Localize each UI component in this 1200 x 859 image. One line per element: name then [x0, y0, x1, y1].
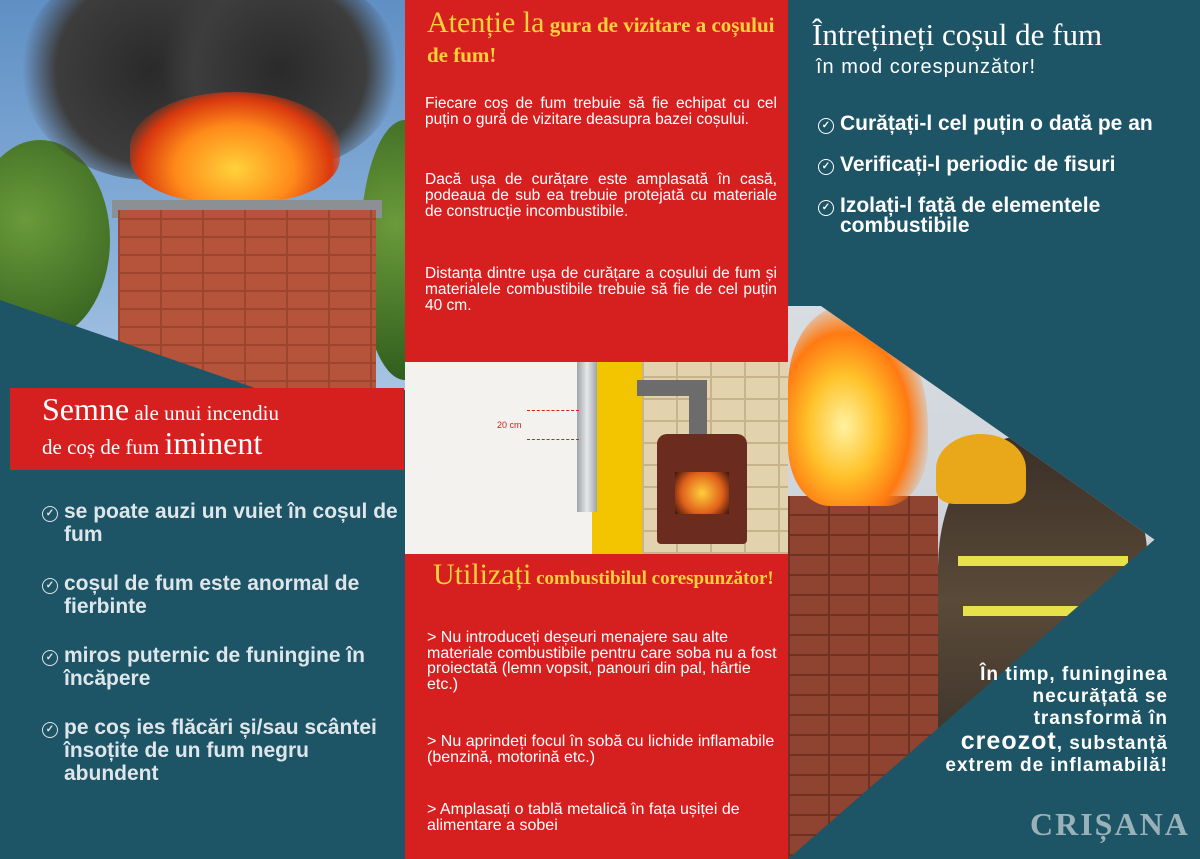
list-item	[818, 114, 1178, 134]
firefighter-helmet	[936, 434, 1026, 504]
check-icon: ✓	[818, 200, 834, 216]
list-item-text: miros puternic de funingine în încăpere	[64, 644, 366, 690]
chimney-flame-right	[788, 306, 928, 506]
fuel-rule: > Nu introduceți deșeuri menajere sau alte materiale combustibile pentru care soba nu a fost proiectată (lemn vopsit, panouri din pal, hârtie etc.)	[427, 629, 777, 693]
fuel-title-emph: Utilizați	[433, 558, 532, 591]
attention-title	[427, 8, 777, 70]
list-item	[42, 572, 402, 618]
list-item-text: pe coș ies flăcări și/sau scântei însoțite de un fum negru abundent	[64, 716, 377, 785]
flue-pipe	[577, 362, 597, 512]
list-item-text: se poate auzi un vuiet în coșul de fum	[64, 500, 398, 546]
chimney-section	[592, 362, 642, 554]
creosote-warning	[928, 664, 1168, 777]
check-icon: ✓	[42, 506, 58, 522]
list-item	[42, 500, 402, 546]
maintenance-subtitle: în mod corespunzător!	[816, 56, 1036, 78]
stove-diagram	[405, 362, 788, 554]
fuel-rule: > Amplasați o tablă metalică în fața ușiței de alimentare a sobei	[427, 801, 740, 834]
warning-text: În timp, funinginea necurățată se transformă în	[980, 664, 1168, 729]
check-icon: ✓	[42, 650, 58, 666]
check-icon: ✓	[42, 722, 58, 738]
list-item	[42, 716, 402, 785]
signs-title-rest: ale unui incendiu	[129, 401, 279, 425]
signs-list	[42, 500, 402, 811]
attention-title-rest: gura de vizitare a coșului de fum!	[427, 13, 775, 67]
attention-paragraph: Dacă ușa de curățare este amplasată în casă, podeaua de sub ea trebuie protejată cu materiale de construcție incombustibile.	[425, 171, 777, 220]
reflective-stripe	[958, 556, 1128, 566]
chimney-fire-flame	[130, 92, 340, 202]
maintenance-list	[818, 114, 1178, 257]
maintenance-title: Întrețineți coșul de fum	[812, 17, 1103, 52]
stove-pipe-vertical	[689, 380, 707, 436]
list-item	[818, 196, 1178, 236]
list-item-text: Verificați-l periodic de fisuri	[840, 153, 1116, 176]
fuel-rule: > Nu aprindeți focul în sobă cu lichide inflamabile (benzină, motorină etc.)	[427, 733, 775, 766]
signs-title	[42, 391, 402, 462]
check-icon: ✓	[818, 118, 834, 134]
dimension-label: 20 cm	[497, 420, 522, 430]
check-icon: ✓	[818, 159, 834, 175]
dimension-marker	[527, 410, 579, 440]
signs-title-line2: de coș de fum	[42, 435, 165, 459]
signs-title-emph: iminent	[164, 425, 263, 461]
middle-panel	[405, 0, 788, 859]
fuel-title	[433, 558, 783, 592]
fuel-title-rest: combustibilul corespunzător!	[531, 568, 774, 589]
attention-title-emph: Atenție la	[427, 6, 545, 39]
left-panel	[0, 0, 405, 859]
list-item-text: coșul de fum este anormal de fierbinte	[64, 572, 360, 618]
list-item-text: Izolați-l față de elementele combustibile	[840, 194, 1101, 237]
watermark-logo: CRIȘANA	[1030, 806, 1190, 842]
warning-emph: creozot	[960, 727, 1057, 755]
signs-title-word: Semne	[42, 391, 130, 427]
list-item	[818, 155, 1178, 175]
list-item	[42, 644, 402, 690]
stove-fire-window	[675, 472, 729, 514]
attention-paragraph: Fiecare coș de fum trebuie să fie echipat cu cel puțin o gură de vizitare deasupra bazei coșului.	[425, 95, 777, 128]
list-item-text: Curățați-l cel puțin o dată pe an	[840, 112, 1153, 135]
attention-paragraph: Distanța dintre ușa de curățare a coșului de fum și materialele combustibile trebuie să fie de cel puțin 40 cm.	[425, 265, 777, 314]
warning-text-end: , substanță extrem de inflamabilă!	[945, 733, 1168, 776]
check-icon: ✓	[42, 578, 58, 594]
